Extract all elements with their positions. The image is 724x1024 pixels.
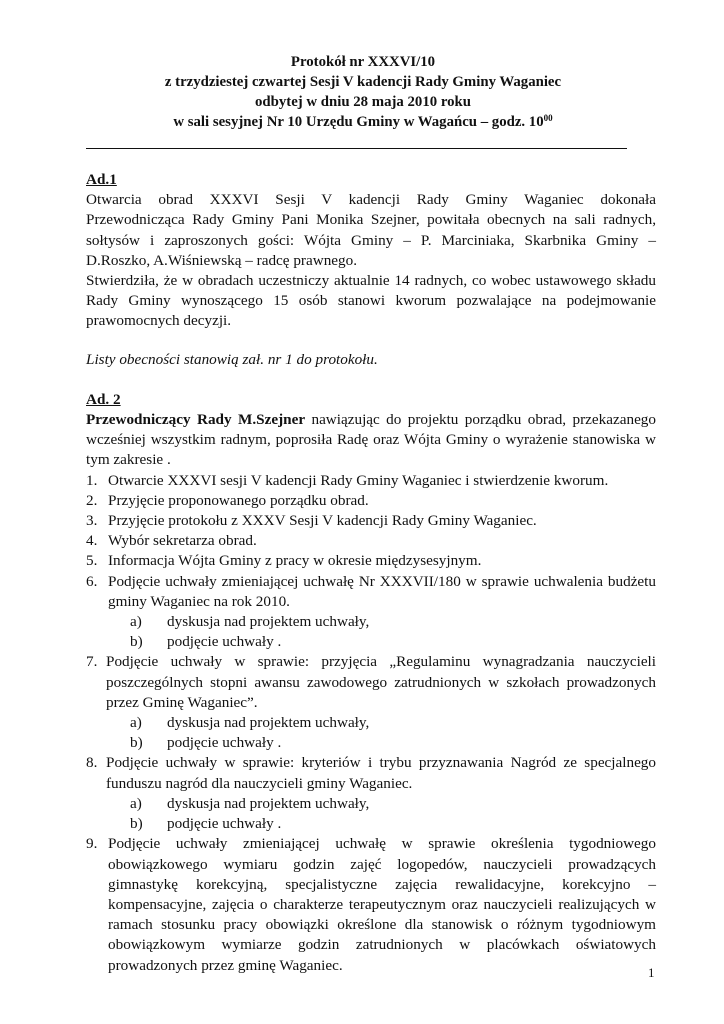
- agenda-item-8-sub-b: b) podjęcie uchwały .: [130, 815, 282, 833]
- chair-name: Przewodniczący Rady M.Szejner: [86, 411, 306, 429]
- agenda-item-6-sub-b: b) podjęcie uchwały .: [130, 633, 282, 651]
- time-superscript: 00: [543, 113, 553, 123]
- agenda-item-9: 9. Podjęcie uchwały zmieniającej uchwałę w sprawie określenia tygodniowego obowiązkowego wymiaru godzin zajęć logopedów, nauczycieli prowadzących gimnastykę korekcyjną, specjalistyczne zajęcia rewalidacyjne, korekcyjno – kompensacyjne, zajęcia o charakterze terapeutycznym oraz nauczycieli realizujących w ramach stosunku pracy obowiązki określone dla stanowisk o różnym tygodniowym obowiązkowym wymiarze godzin zatrudnionych w placówkach oświatowych prowadzonych przez gminę Waganiec.: [86, 835, 656, 974]
- ad1-line-2: Przewodnicząca Rady Gminy Pani Monika Szejner, powitała obecnych na sali radnych,: [86, 211, 656, 229]
- agenda-item-7-sub-b: b) podjęcie uchwały .: [130, 734, 282, 752]
- agenda-item-3: 3. Przyjęcie protokołu z XXXV Sesji V kadencji Rady Gminy Waganiec.: [86, 512, 537, 530]
- attendance-note: Listy obecności stanowią zał. nr 1 do protokołu.: [86, 350, 378, 368]
- date-line: odbytej w dniu 28 maja 2010 roku: [255, 94, 471, 110]
- ad1-line-3: sołtysów i zaproszonych gości: Wójta Gminy – P. Marciniaka, Skarbnika Gminy –: [86, 231, 656, 249]
- agenda-item-1: 1. Otwarcie XXXVI sesji V kadencji Rady Gminy Waganiec i stwierdzenie kworum.: [86, 471, 609, 489]
- agenda-item-7-sub-a: a) dyskusja nad projektem uchwały,: [130, 714, 370, 732]
- agenda-item-6: 6. Podjęcie uchwały zmieniającej uchwałę Nr XXXVII/180 w sprawie uchwalenia budżetu gminy Waganiec na rok 2010.: [86, 572, 656, 610]
- agenda-intro: Przewodniczący Rady M.Szejner nawiązując do projektu porządku obrad, przekazanego wcześniej wszystkim radnym, poprosiła Radę oraz Wójta Gminy o wyrażenie stanowiska w tym zakresie .: [86, 411, 656, 469]
- page-number: 1: [648, 965, 655, 980]
- quorum-paragraph: Stwierdziła, że w obradach uczestniczy aktualnie 14 radnych, co wobec ustawowego składu Rady Gminy wynoszącego 15 osób stanowi kworum pozwalające na podejmowanie prawomocnych decyzji.: [86, 272, 656, 330]
- document-body: [86, 170, 656, 976]
- protocol-title: Protokół nr XXXVI/10: [290, 54, 436, 70]
- agenda-item-6-sub-a: a) dyskusja nad projektem uchwały,: [130, 613, 370, 631]
- agenda-item-2: 2. Przyjęcie proponowanego porządku obrad.: [86, 491, 369, 509]
- agenda-item-7: 7. Podjęcie uchwały w sprawie: przyjęcia „Regulaminu wynagradzania nauczycieli poszczególnych stopni awansu zawodowego zatrudnionych w szkołach prowadzonych przez Gminę Waganiec”.: [86, 653, 656, 711]
- header-rule: [86, 148, 627, 149]
- agenda-item-5: 5. Informacja Wójta Gminy z pracy w okresie międzysesyjnym.: [86, 552, 482, 570]
- ad1-line-4: D.Roszko, A.Wiśniewską – radcę prawnego.: [86, 251, 358, 269]
- session-line: z trzydziestej czwartej Sesji V kadencji Rady Gminy Waganiec: [164, 74, 562, 90]
- ad2-heading: Ad. 2: [86, 390, 121, 408]
- agenda-item-8-sub-a: a) dyskusja nad projektem uchwały,: [130, 794, 370, 812]
- agenda-item-8: 8. Podjęcie uchwały w sprawie: kryteriów i trybu przyznawania Nagród ze specjalnego funduszu nagród dla nauczycieli gminy Waganiec.: [86, 754, 656, 792]
- protocol-header: [86, 52, 640, 132]
- location-line: w sali sesyjnej Nr 10 Urzędu Gminy w Wagańcu – godz. $10^{00}$: [173, 113, 553, 130]
- agenda-item-4: 4. Wybór sekretarza obrad.: [86, 532, 257, 550]
- ad1-heading: Ad.1: [86, 171, 117, 188]
- ad1-line-1: Otwarcia obrad XXXVI Sesji V kadencji Rady Gminy Waganiec dokonała: [86, 191, 656, 209]
